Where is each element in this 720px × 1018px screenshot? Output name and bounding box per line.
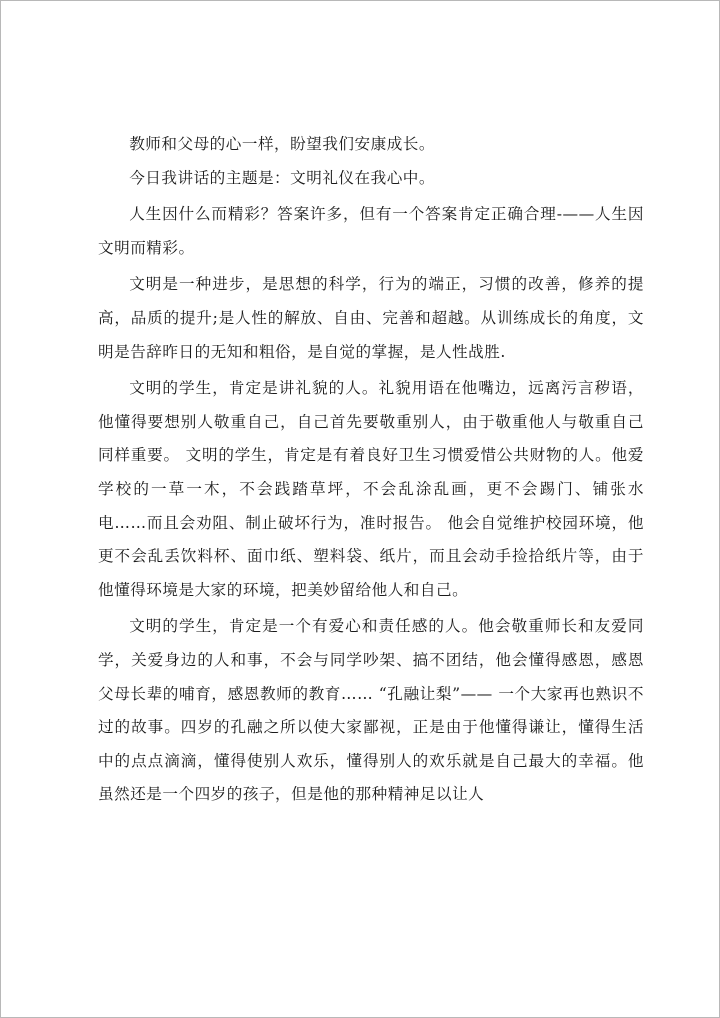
paragraph-3: 人生因什么而精彩？答案许多，但有一个答案肯定正确合理-——人生因文明而精彩。 [98, 205, 644, 257]
paragraph-6: 文明的学生，肯定是一个有爱心和责任感的人。他会敬重师长和友爱同学，关爱身边的人和事，不会与同学吵架、搞不团结，他会懂得感恩，感恩父母长辈的哺育，感恩教师的教育…… “孔融让梨”—— 一个大家再也熟识不过的故事。四岁的孔融之所以使大家鄙视，正是由于他懂得谦让，懂得生活中的点点滴滴，懂得使别人欢乐，懂得别人的欢乐就是自己最大的幸福。他虽然还是一个四岁的孩子，但是他的那种精神足以让人 [98, 617, 644, 804]
document-body [98, 128, 644, 812]
paragraph-4: 文明是一种进步，是思想的科学，行为的端正，习惯的改善，修养的提高，品质的提升;是人性的解放、自由、完善和超越。从训练成长的角度，文明是告辞昨日的无知和粗俗，是自觉的掌握，是人性战胜. [98, 275, 644, 361]
paragraph-2: 今日我讲话的主题是：文明礼仪在我心中。 [129, 168, 435, 187]
paragraph-5: 文明的学生，肯定是讲礼貌的人。礼貌用语在他嘴边，远离污言秽语，他懂得要想别人敬重自己，自己首先要敬重别人，由于敬重他人与敬重自己同样重要。 文明的学生，肯定是有着良好卫生习惯爱惜公共财物的人。他爱学校的一草一木，不会践踏草坪，不会乱涂乱画，更不会踢门、铺张水电……而且会劝阻、制止破坏行为，准时报告。 他会自觉维护校园环境，他更不会乱丢饮料杯、面巾纸、塑料袋、纸片，而且会动手捡拾纸片等，由于他懂得环境是大家的环境，把美妙留给他人和自己。 [98, 379, 644, 599]
paragraph-1: 教师和父母的心一样，盼望我们安康成长。 [129, 135, 435, 153]
